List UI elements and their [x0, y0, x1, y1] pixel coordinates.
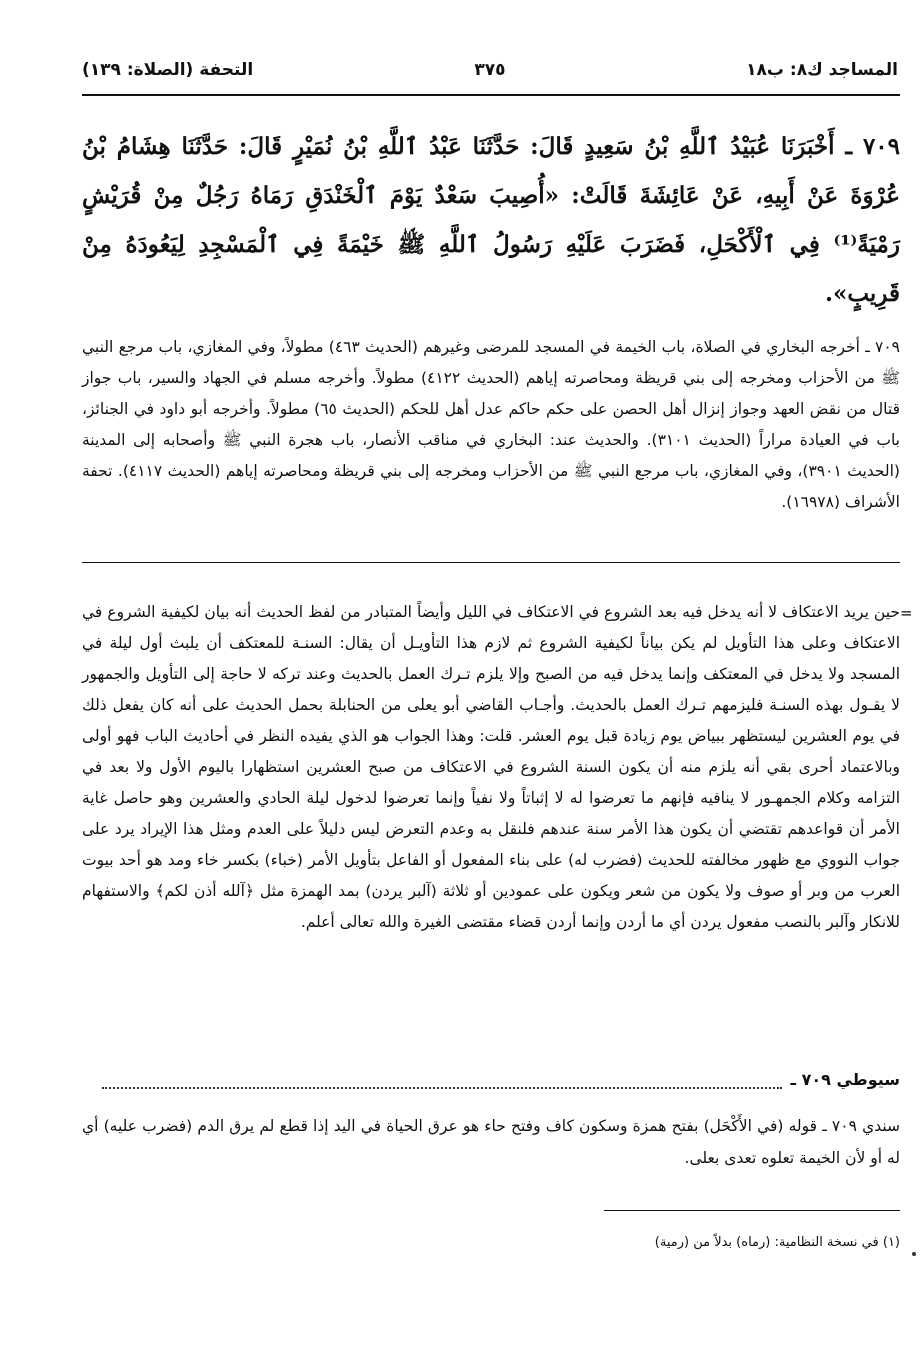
- margin-dot: [912, 1252, 916, 1256]
- page-number: ٣٧٥: [474, 60, 506, 80]
- suyuti-heading: [82, 1070, 900, 1098]
- footnote-text: (١) في نسخة النظامية: (رماه) بدلاً من (رمية): [654, 1235, 900, 1250]
- page-header: [82, 60, 898, 88]
- sindi-commentary: سندي ٧٠٩ ـ قوله (في الأَكْحَل) بفتح همزة وسكون كاف وفتح حاء هو عرق الحياة في اليد إذا قطع لم يرق الدم (فضرب عليه) أي له أو لأن الخيمة تعلوه تعدى بعلى.: [82, 1117, 900, 1167]
- takhrij-text: ٧٠٩ ـ أخرجه البخاري في الصلاة، باب الخيمة في المسجد للمرضى وغيرهم (الحديث ٤٦٣) مطولاً، وفي المغازي، باب مرجع النبي ﷺ من الأحزاب ومخرجه إلى بني قريظة ومحاصرته إياهم (الحديث ٤١٢٢) مطولاً. وأخرجه مسلم في الجهاد والسير، باب جواز قتال من نقض العهد وجواز إنزال أهل الحصن على حكم حاكم عدل أهل للحكم (الحديث ٦٥) مطولاً. وأخرجه أبو داود في الجنائز، باب في العيادة مراراً (الحديث ٣١٠١). والحديث عند: البخاري في مناقب الأنصار، باب هجرة النبي ﷺ وأصحابه إلى المدينة (الحديث ٣٩٠١)، وفي المغازي، باب مرجع النبي ﷺ من الأحزاب ومخرجه إلى بني قريظة ومحاصرته إياهم (الحديث ٤١١٧). تحفة الأشراف (١٦٩٧٨).: [82, 338, 901, 511]
- header-chapter-ref: المساجد ك٨: ب١٨: [746, 60, 898, 80]
- section-rule: [82, 562, 900, 563]
- suyuti-label: سيوطي ٧٠٩ ـ: [790, 1070, 900, 1089]
- continuation-marker: =: [900, 604, 913, 622]
- header-tuhfa-ref: التحفة (الصلاة: ١٣٩): [82, 60, 254, 80]
- footnote-rule: [604, 1210, 900, 1211]
- hadith-text: ٧٠٩ ـ أَخْبَرَنَا عُبَيْدُ ٱللَّهِ بْنُ سَعِيدٍ قَالَ: حَدَّثَنَا عَبْدُ ٱللَّهِ بْنُ نُمَيْرٍ قَالَ: حَدَّثَنَا هِشَامُ بْنُ عُرْوَةَ عَنْ أَبِيهِ، عَنْ عَائِشَةَ قَالَتْ: «أُصِيبَ سَعْدٌ يَوْمَ ٱلْخَنْدَقِ رَمَاهُ رَجُلٌ مِنْ قُرَيْشٍ رَمْيَةً⁽¹⁾ فِي ٱلْأَكْحَلِ، فَضَرَبَ عَلَيْهِ رَسُولُ ٱللَّهِ ﷺ خَيْمَةً فِي ٱلْمَسْجِدِ لِيَعُودَهُ مِنْ قَرِيبٍ».: [82, 133, 900, 307]
- dotted-leader: [102, 1087, 782, 1089]
- header-rule: [82, 94, 900, 96]
- commentary-text: حين يريد الاعتكاف لا أنه يدخل فيه بعد الشروع في الاعتكاف في الليل وأيضاً المتبادر من لفظ الحديث أنه بيان لكيفية الشروع في الاعتكاف وعلى هذا التأويل لم يكن بياناً لكيفية الشروع ثم لازم هذا التأويـل أن يقال: السنـة للمعتكف أن يلبث أول ليلة في المسجد ولا يدخل في المعتكف وإنما يدخل فيه من الصبح وإلا يلزم تـرك العمل بالحديث وعند تركه لا حاجة إلى التأويل والجمهور لا يقـول بهذه السنـة فليزمهم تـرك العمل بالحديث. وأجـاب القاضي أبو يعلى من الحنابلة بحمل الحديث على أنه كان يفعل ذلك في يوم العشرين ليستظهر ببياض يوم زيادة قبل يوم العشر. قلت: وهذا الجواب هو الذي يفيده النظر في أحاديث الباب فهو أولى وبالاعتماد أحرى بقي أنه يلزم منه أن يكون السنة الشروع في الاعتكاف من صبح العشرين استظهارا باليوم الأول ولا بعد في التزامه وكلام الجمهـور لا ينافيه فإنهم ما تعرضوا له لا إثباتاً ولا نفياً وإنما تعرضوا لدخول ليلة الحادي والعشرين وهو حاصل غاية الأمر أن قواعدهم تقتضي أن يكون هذا الأمر سنة عندهم فلنقل به وعدم التعرض ليس دليلاً على العدم ومثل هذا الإيراد يرد على جواب النووي مع ظهور مخالفته للحديث (فضرب له) على بناء المفعول أو الفاعل بتأويل الأمر (خباء) بكسر خاء ومد هو أحد بيوت العرب من وبر أو صوف ولا يكون من شعر ويكون على عمودين أو ثلاثة (آلبر يردن) بمد الهمزة مثل ﴿آلله أذن لكم﴾ والاستفهام للانكار وآلبر بالنصب مفعول يردن أي ما أردن وإنما أردن قضاء مقتضى الغيرة والله تعالى أعلم.: [82, 603, 900, 931]
